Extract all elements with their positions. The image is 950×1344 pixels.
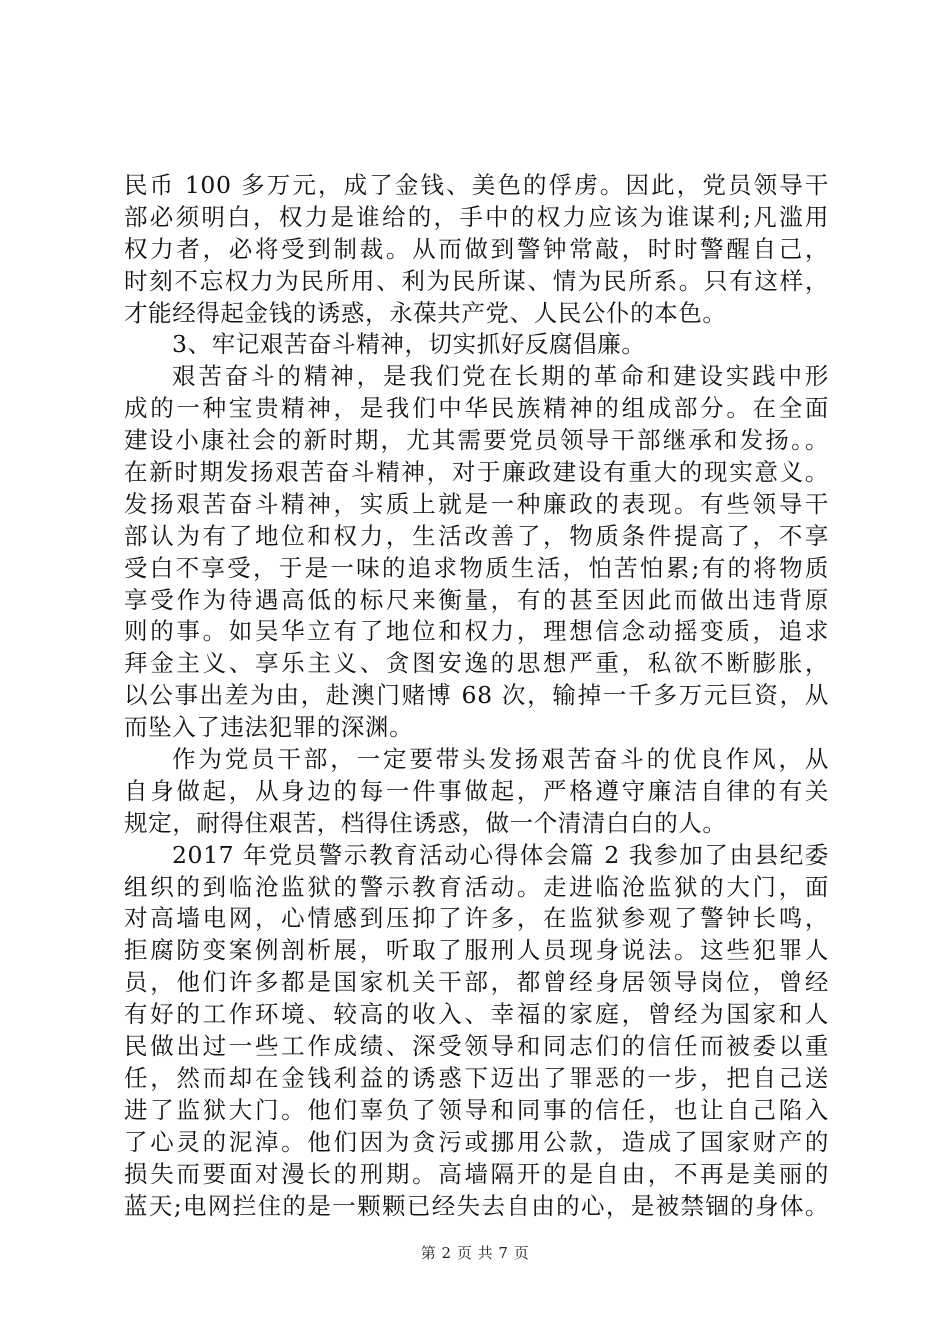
text-line: 进了监狱大门。他们辜负了领导和同事的信任，也让自己陷入 — [124, 1095, 829, 1124]
text-line: 部必须明白，权力是谁给的，手中的权力应该为谁谋利;凡滥用 — [124, 202, 829, 231]
text-line: 组织的到临沧监狱的警示教育活动。走进临沧监狱的大门，面 — [124, 872, 829, 901]
text-line: 3、牢记艰苦奋斗精神，切实抓好反腐倡廉。 — [172, 330, 646, 359]
text-line: 受白不享受，于是一味的追求物质生活，怕苦怕累;有的将物质 — [124, 553, 829, 582]
text-line: 建设小康社会的新时期，尤其需要党员领导干部继承和发扬。。 — [124, 426, 829, 455]
text-line: 拜金主义、享乐主义、贪图安逸的思想严重，私欲不断膨胀， — [124, 649, 829, 678]
text-line: 艰苦奋斗的精神，是我们党在长期的革命和建设实践中形 — [172, 362, 829, 391]
text-line: 成的一种宝贵精神，是我们中华民族精神的组成部分。在全面 — [124, 394, 829, 423]
text-line: 部认为有了地位和权力，生活改善了，物质条件提高了，不享 — [124, 521, 829, 550]
text-line: 享受作为待遇高低的标尺来衡量，有的甚至因此而做出违背原 — [124, 585, 829, 614]
text-line: 蓝天;电网拦住的是一颗颗已经失去自由的心，是被禁锢的身体。 — [124, 1191, 829, 1220]
text-line: 才能经得起金钱的诱惑，永葆共产党、人民公仆的本色。 — [124, 298, 727, 327]
text-line: 作为党员干部，一定要带头发扬艰苦奋斗的优良作风，从 — [172, 745, 829, 774]
text-line: 拒腐防变案例剖析展，听取了服刑人员现身说法。这些犯罪人 — [124, 936, 829, 965]
text-line: 民币 100 多万元，成了金钱、美色的俘虏。因此，党员领导干 — [124, 171, 829, 199]
text-line: 而坠入了违法犯罪的深渊。 — [124, 713, 414, 742]
text-line: 有好的工作环境、较高的收入、幸福的家庭，曾经为国家和人 — [124, 1000, 829, 1029]
text-line: 规定，耐得住艰苦，档得住诱惑，做一个清清白白的人。 — [124, 808, 727, 837]
text-line: 任，然而却在金钱利益的诱惑下迈出了罪恶的一步，把自己送 — [124, 1063, 829, 1092]
text-line: 了心灵的泥淖。他们因为贪污或挪用公款，造成了国家财产的 — [124, 1127, 829, 1156]
text-line: 时刻不忘权力为民所用、利为民所谋、情为民所系。只有这样， — [124, 266, 829, 295]
text-line: 在新时期发扬艰苦奋斗精神，对于廉政建设有重大的现实意义。 — [124, 458, 829, 487]
text-line: 民做出过一些工作成绩、深受领导和同志们的信任而被委以重 — [124, 1032, 829, 1061]
document-body — [124, 170, 829, 1222]
text-line: 员，他们许多都是国家机关干部，都曾经身居领导岗位，曾经 — [124, 968, 829, 997]
text-line: 以公事出差为由，赴澳门赌博 68 次，输掉一千多万元巨资，从 — [124, 681, 829, 710]
text-line: 自身做起，从身边的每一件事做起，严格遵守廉洁自律的有关 — [124, 776, 829, 805]
text-line: 发扬艰苦奋斗精神，实质上就是一种廉政的表现。有些领导干 — [124, 489, 829, 518]
text-line: 2017 年党员警示教育活动心得体会篇 2 我参加了由县纪委 — [172, 840, 829, 869]
text-line: 权力者，必将受到制裁。从而做到警钟常敲，时时警醒自己， — [124, 234, 829, 263]
text-line: 则的事。如吴华立有了地位和权力，理想信念动摇变质，追求 — [124, 617, 829, 646]
text-line: 对高墙电网，心情感到压抑了许多，在监狱参观了警钟长鸣， — [124, 904, 829, 933]
text-line: 损失而要面对漫长的刑期。高墙隔开的是自由，不再是美丽的 — [124, 1159, 829, 1188]
page-footer: 第 2 页 共 7 页 — [420, 1244, 530, 1262]
